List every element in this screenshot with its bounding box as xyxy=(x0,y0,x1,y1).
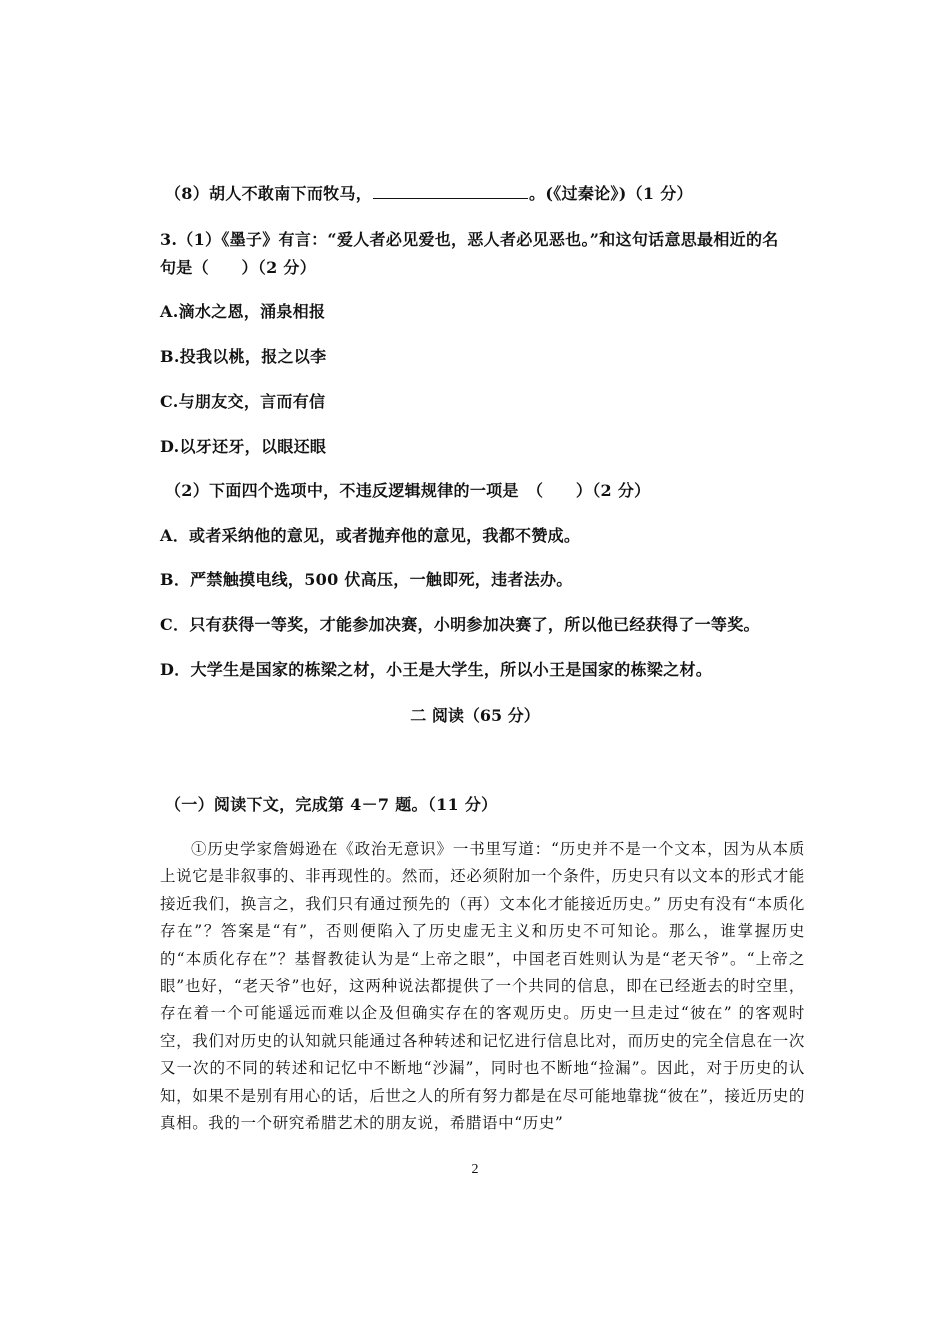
q3-part1-option-d: D.以牙还牙，以眼还眼 xyxy=(160,437,327,456)
section-title: 二 阅读（65 分） xyxy=(410,706,540,725)
page-number: 2 xyxy=(471,1162,479,1177)
q3-part1-stem-line1: 3.（1）《墨子》有言：“爱人者必见爱也，恶人者必见恶也。”和这句话意思最相近的名 xyxy=(160,230,779,249)
q3-part2-option-a: A．或者采纳他的意见，或者抛弃他的意见，我都不赞成。 xyxy=(160,526,581,545)
q3-part1-option-a: A.滴水之恩，涌泉相报 xyxy=(160,302,326,321)
reading-paragraph-1: ①历史学家詹姆逊在《政治无意识》一书里写道：“历史并不是一个文本，因为从本质上说它是非叙事的、非再现性的。然而，还必须附加一个条件，历史只有以文本的形式才能接近我们，换言之，我们只有通过预先的（再）文本化才能接近历史。” 历史有没有“本质化存在”？答案是“有”，否则便陷入了历史虚无主义和历史不可知论。那么，谁掌握历史的“本质化存在”？基督教徒认为是“上帝之眼”，中国老百姓则认为是“老天爷”。“上帝之眼”也好，“老天爷”也好，这两种说法都提供了一个共同的信息，即在已经逝去的时空里，存在着一个可能遥远而难以企及但确实存在的客观历史。历史一旦走过“彼在” 的客观时空，我们对历史的认知就只能通过各种转述和记忆进行信息比对，而历史的完全信息在一次又一次的不同的转述和记忆中不断地“沙漏”，同时也不断地“捡漏”。因此，对于历史的认知，如果不是别有用心的话，后世之人的所有努力都是在尽可能地靠拢“彼在”，接近历史的真相。我的一个研究希腊艺术的朋友说，希腊语中“历史” xyxy=(160,840,805,1133)
q3-part2-option-c: C．只有获得一等奖，才能参加决赛，小明参加决赛了，所以他已经获得了一等奖。 xyxy=(160,615,760,634)
reading-sub-heading: （一）阅读下文，完成第 4－7 题。（11 分） xyxy=(165,795,498,814)
q3-part2-stem: （2）下面四个选项中，不违反逻辑规律的一项是 （ ）（2 分） xyxy=(165,481,651,500)
answer-blank[interactable] xyxy=(373,184,528,199)
q2-item-8-suffix: 。(《过秦论》)（1 分） xyxy=(529,184,693,203)
q3-part1-stem-line2: 句是（ ）（2 分） xyxy=(160,258,317,277)
q3-part2-option-d: D．大学生是国家的栋梁之材，小王是大学生，所以小王是国家的栋梁之材。 xyxy=(160,660,713,679)
q3-part1-option-b: B.投我以桃，报之以李 xyxy=(160,347,327,366)
q2-item-8 xyxy=(165,184,693,204)
q3-part1-option-c: C.与朋友交，言而有信 xyxy=(160,392,326,411)
q2-item-8-prefix: （8）胡人不敢南下而牧马， xyxy=(165,184,373,203)
q3-part2-option-b: B．严禁触摸电线，500 伏高压，一触即死，违者法办。 xyxy=(160,570,573,589)
